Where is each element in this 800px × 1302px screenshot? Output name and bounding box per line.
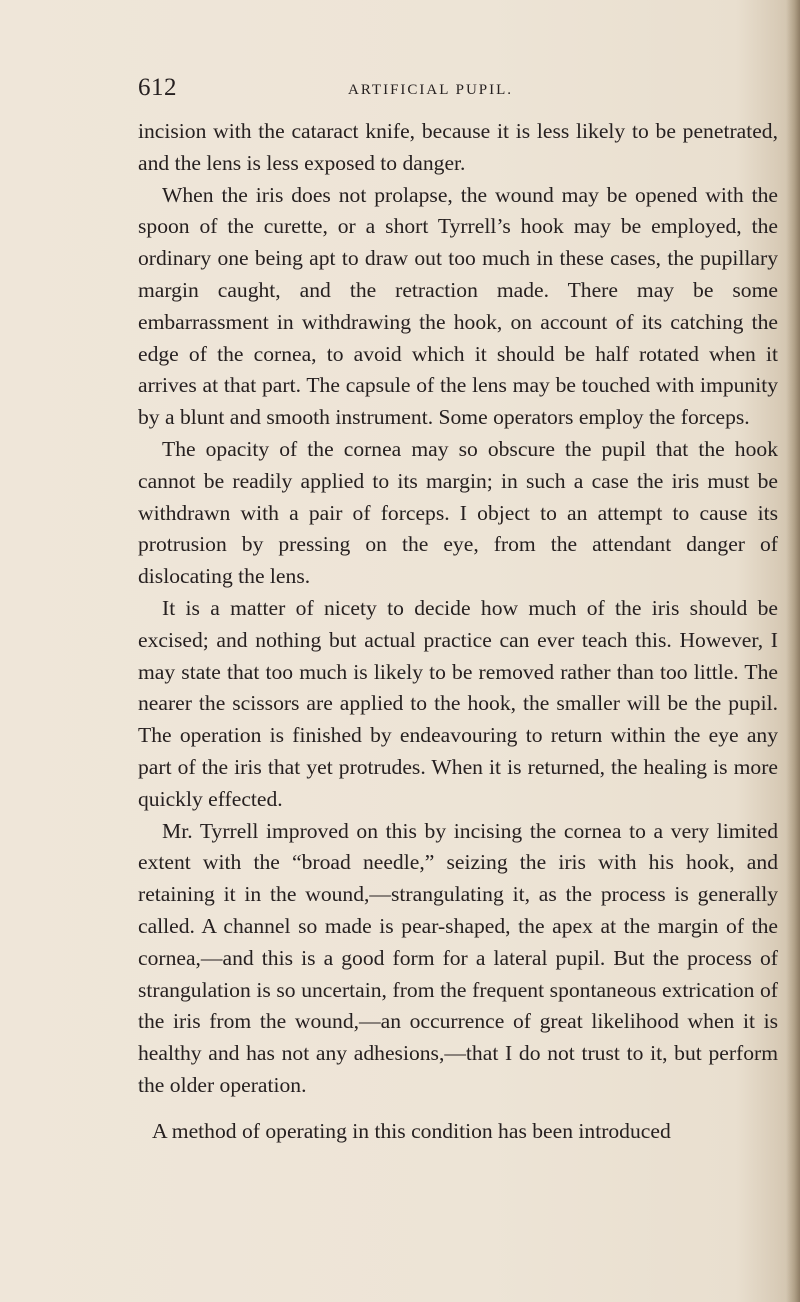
running-head: ARTIFICIAL PUPIL. <box>348 82 514 98</box>
page-edge-shadow <box>786 0 800 1302</box>
page-header <box>138 70 778 106</box>
paragraph-2: When the iris does not prolapse, the wound may be opened with the spoon of the curette, or a short Tyrrell’s hook may be employed, the ordinary one being apt to draw out too much in these cases, the pupillary margin caught, and the retraction made. There may be some embarrassment in withdrawing the hook, on account of its catching the edge of the cornea, to avoid which it should be half rotated when it arrives at that part. The capsule of the lens may be touched with impunity by a blunt and smooth instrument. Some operators employ the forceps. <box>138 182 778 430</box>
paragraph-6: A method of operating in this condition has been introduced <box>152 1118 671 1143</box>
paragraph-4: It is a matter of nicety to decide how much of the iris should be excised; and nothing but actual practice can ever teach this. However, I may state that too much is likely to be removed rather than too little. The nearer the scissors are applied to the hook, the smaller will be the pupil. The operation is finished by endeavouring to return within the eye any part of the iris that yet protrudes. When it is returned, the healing is more quickly effected. <box>138 595 778 811</box>
paragraph-3: The opacity of the cornea may so obscure the pupil that the hook cannot be readily applied to its margin; in such a case the iris must be withdrawn with a pair of forceps. I object to an attempt to cause its protrusion by pressing on the eye, from the attendant danger of dislocating the lens. <box>138 436 778 589</box>
page-number: 612 <box>138 74 177 101</box>
body-text <box>138 116 778 1148</box>
paragraph-1: incision with the cataract knife, because it is less likely to be penetrated, and the lens is less exposed to danger. <box>138 119 778 175</box>
paragraph-5: Mr. Tyrrell improved on this by incising the cornea to a very limited extent with the “broad needle,” seizing the iris with his hook, and retaining it in the wound,—strangulating it, as the process is generally called. A channel so made is pear-shaped, the apex at the margin of the cornea,—and this is a good form for a lateral pupil. But the process of strangulation is so uncertain, from the frequent spontaneous extrication of the iris from the wound,—an occurrence of great likelihood when it is healthy and has not any adhesions,—that I do not trust to it, but perform the older operation. <box>138 818 778 1097</box>
